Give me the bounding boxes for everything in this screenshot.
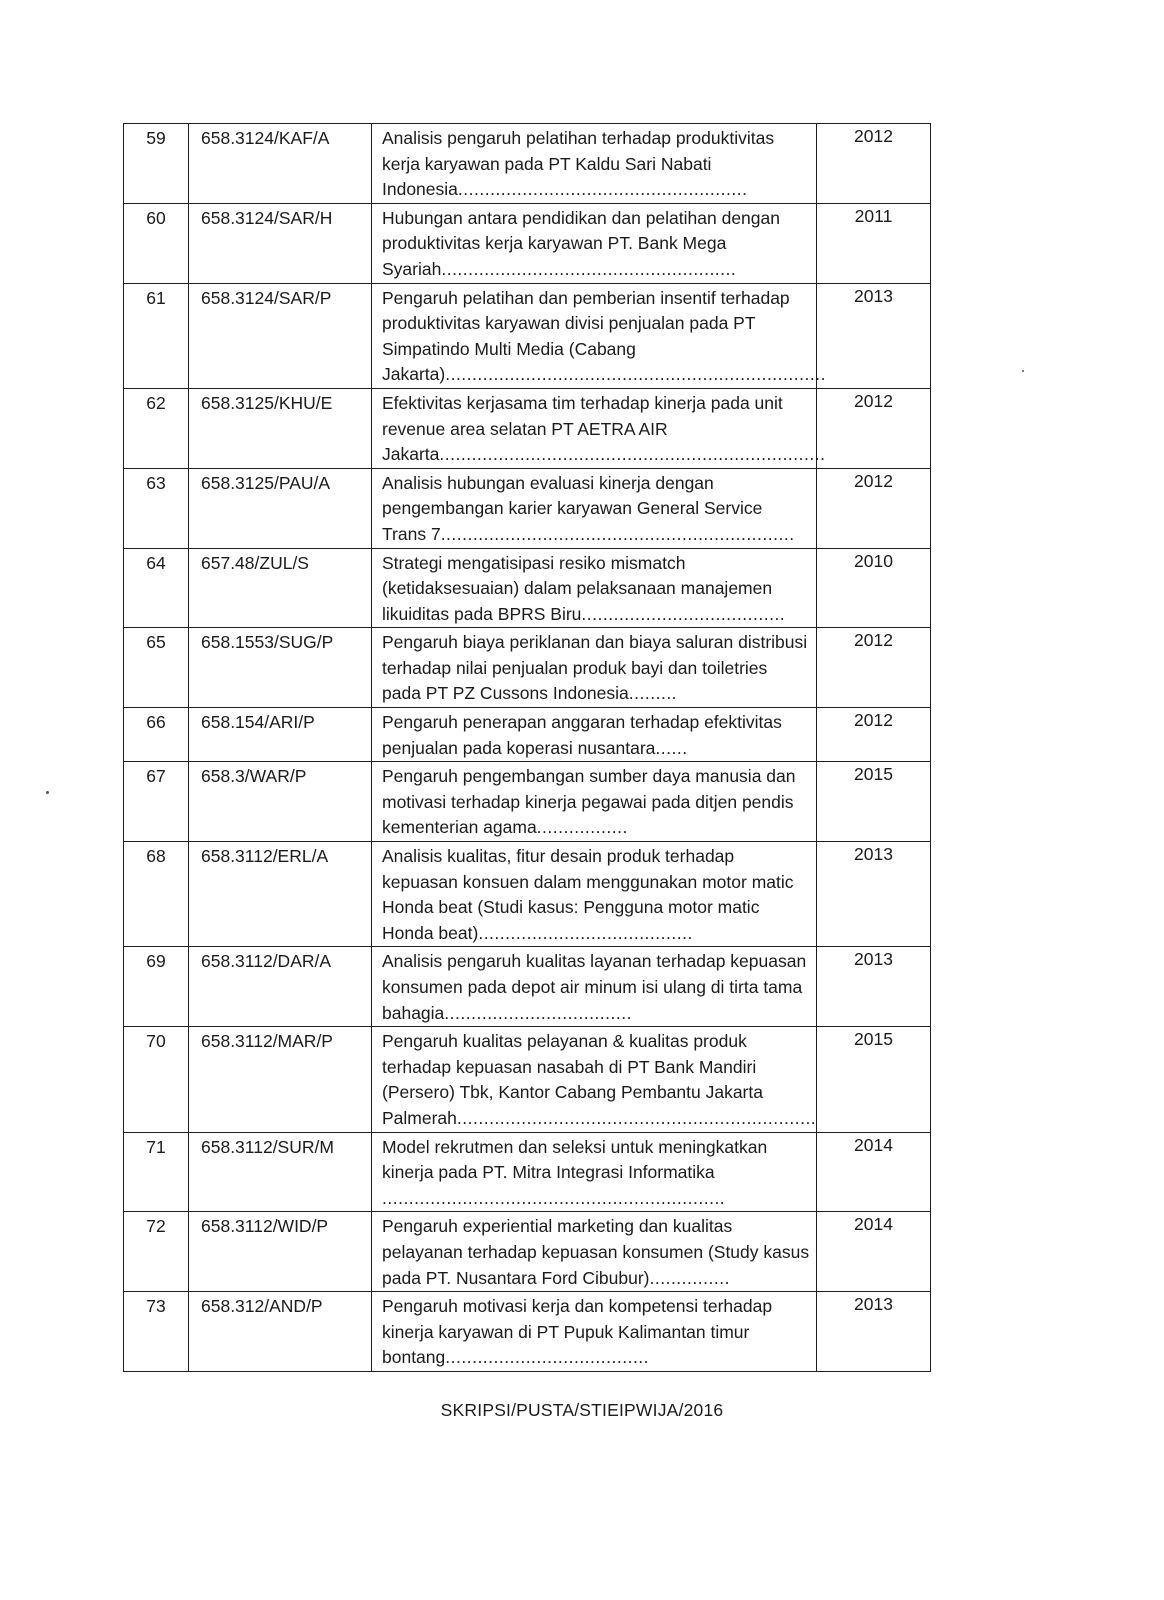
row-number: 64 bbox=[124, 548, 189, 628]
dot-leader: .................................................................. bbox=[440, 523, 795, 544]
call-number: 658.3112/DAR/A bbox=[189, 947, 372, 1027]
thesis-title: Analisis kualitas, fitur desain produk terhadap kepuasan konsuen dalam menggunakan motor matic Honda beat (Studi kasus: Pengguna motor matic Honda beat) bbox=[382, 846, 794, 943]
row-number: 63 bbox=[124, 468, 189, 548]
thesis-title-cell bbox=[372, 708, 817, 762]
thesis-title-cell bbox=[372, 842, 817, 947]
table-row bbox=[124, 283, 931, 388]
year: 2012 bbox=[817, 468, 931, 548]
dot-leader: ...................................... bbox=[445, 1347, 650, 1368]
thesis-title: Pengaruh kualitas pelayanan & kualitas produk terhadap kepuasan nasabah di PT Bank Mandiri (Persero) Tbk, Kantor Cabang Pembantu Jakarta Palmerah bbox=[382, 1031, 763, 1128]
year: 2010 bbox=[817, 548, 931, 628]
call-number: 658.3112/SUR/M bbox=[189, 1132, 372, 1212]
row-number: 60 bbox=[124, 203, 189, 283]
thesis-title: Hubungan antara pendidikan dan pelatihan dengan produktivitas kerja karyawan PT. Bank Mega Syariah bbox=[382, 207, 780, 279]
dot-leader: ....................................................... bbox=[441, 258, 737, 279]
row-number: 72 bbox=[124, 1212, 189, 1292]
scan-speck bbox=[1022, 370, 1024, 372]
year: 2013 bbox=[817, 947, 931, 1027]
thesis-title-cell bbox=[372, 762, 817, 842]
table-row bbox=[124, 388, 931, 468]
dot-leader: ........................................ bbox=[478, 922, 693, 943]
row-number: 59 bbox=[124, 124, 189, 204]
table-row bbox=[124, 124, 931, 204]
year: 2012 bbox=[817, 708, 931, 762]
dot-leader: ................................................................ bbox=[382, 1187, 726, 1208]
dot-leader: ................. bbox=[536, 817, 628, 838]
thesis-title: Analisis pengaruh kualitas layanan terhadap kepuasan konsumen pada depot air minum isi ulang di tirta tama bahagia bbox=[382, 951, 807, 1023]
thesis-title: Pengaruh motivasi kerja dan kompetensi terhadap kinerja karyawan di PT Pupuk Kalimantan timur bontang bbox=[382, 1296, 773, 1368]
dot-leader: ...................................... bbox=[581, 603, 786, 624]
table-row bbox=[124, 842, 931, 947]
call-number: 658.3112/WID/P bbox=[189, 1212, 372, 1292]
table-row bbox=[124, 1132, 931, 1212]
call-number: 658.3112/ERL/A bbox=[189, 842, 372, 947]
thesis-title-cell bbox=[372, 1027, 817, 1132]
dot-leader: ....................................................................... bbox=[445, 364, 826, 385]
table-row bbox=[124, 548, 931, 628]
scan-speck bbox=[46, 791, 49, 794]
table-row bbox=[124, 628, 931, 708]
thesis-title: Model rekrutmen dan seleksi untuk meningkatkan kinerja pada PT. Mitra Integrasi Informatika bbox=[382, 1136, 768, 1183]
row-number: 61 bbox=[124, 283, 189, 388]
row-number: 73 bbox=[124, 1292, 189, 1372]
thesis-title-cell bbox=[372, 283, 826, 388]
thesis-title-cell bbox=[372, 1132, 817, 1212]
year: 2012 bbox=[817, 124, 931, 204]
thesis-title: Pengaruh biaya periklanan dan biaya saluran distribusi terhadap nilai penjualan produk bayi dan toiletries pada PT PZ Cussons Indonesia bbox=[382, 632, 808, 704]
thesis-title: Pengaruh experiential marketing dan kualitas pelayanan terhadap kepuasan konsumen (Study kasus pada PT. Nusantara Ford Cibubur) bbox=[382, 1216, 810, 1288]
call-number: 658.3125/KHU/E bbox=[189, 388, 372, 468]
row-number: 69 bbox=[124, 947, 189, 1027]
year: 2013 bbox=[817, 1292, 931, 1372]
year: 2013 bbox=[817, 283, 931, 388]
call-number: 658.3112/MAR/P bbox=[189, 1027, 372, 1132]
thesis-title: Analisis pengaruh pelatihan terhadap produktivitas kerja karyawan pada PT Kaldu Sari Nabati Indonesia bbox=[382, 128, 775, 200]
row-number: 70 bbox=[124, 1027, 189, 1132]
page-footer: SKRIPSI/PUSTA/STIEIPWIJA/2016 bbox=[440, 1400, 724, 1420]
thesis-title: Pengaruh penerapan anggaran terhadap efektivitas penjualan pada koperasi nusantara bbox=[382, 712, 782, 758]
table-row bbox=[124, 947, 931, 1027]
table-row bbox=[124, 468, 931, 548]
table-row bbox=[124, 203, 931, 283]
row-number: 65 bbox=[124, 628, 189, 708]
thesis-title-cell bbox=[372, 124, 817, 204]
call-number: 658.3125/PAU/A bbox=[189, 468, 372, 548]
call-number: 658.3/WAR/P bbox=[189, 762, 372, 842]
row-number: 62 bbox=[124, 388, 189, 468]
table-row bbox=[124, 1027, 931, 1132]
thesis-title-cell bbox=[372, 203, 817, 283]
dot-leader: ................................... bbox=[444, 1002, 632, 1023]
thesis-catalog-table bbox=[123, 123, 931, 1372]
dot-leader: ...................................................... bbox=[457, 179, 748, 200]
dot-leader: ............... bbox=[649, 1267, 730, 1288]
table-row bbox=[124, 762, 931, 842]
year: 2015 bbox=[817, 1027, 931, 1132]
year: 2011 bbox=[817, 203, 931, 283]
thesis-title: Pengaruh pengembangan sumber daya manusia dan motivasi terhadap kinerja pegawai pada ditjen pendis kementerian agama bbox=[382, 766, 796, 838]
row-number: 67 bbox=[124, 762, 189, 842]
thesis-title-cell bbox=[372, 548, 817, 628]
thesis-title-cell bbox=[372, 947, 817, 1027]
catalog-table-body bbox=[124, 124, 931, 1372]
year: 2014 bbox=[817, 1132, 931, 1212]
thesis-title-cell bbox=[372, 1212, 817, 1292]
year: 2015 bbox=[817, 762, 931, 842]
row-number: 71 bbox=[124, 1132, 189, 1212]
dot-leader: ...... bbox=[655, 737, 688, 758]
row-number: 66 bbox=[124, 708, 189, 762]
year: 2014 bbox=[817, 1212, 931, 1292]
call-number: 658.312/AND/P bbox=[189, 1292, 372, 1372]
thesis-title: Analisis hubungan evaluasi kinerja dengan pengembangan karier karyawan General Service Trans 7 bbox=[382, 472, 763, 544]
table-row bbox=[124, 1212, 931, 1292]
thesis-title: Efektivitas kerjasama tim terhadap kinerja pada unit revenue area selatan PT AETRA AIR Jakarta bbox=[382, 392, 783, 465]
table-row bbox=[124, 708, 931, 762]
dot-leader: ......... bbox=[628, 683, 678, 704]
year: 2012 bbox=[817, 388, 931, 468]
call-number: 658.3124/SAR/H bbox=[189, 203, 372, 283]
call-number: 658.3124/KAF/A bbox=[189, 124, 372, 204]
dot-leader: ................................................................... bbox=[456, 1107, 817, 1128]
thesis-title-cell bbox=[372, 468, 817, 548]
row-number: 68 bbox=[124, 842, 189, 947]
year: 2013 bbox=[817, 842, 931, 947]
table-row bbox=[124, 1292, 931, 1372]
thesis-title-cell bbox=[372, 628, 817, 708]
thesis-title-cell bbox=[372, 1292, 817, 1372]
call-number: 657.48/ZUL/S bbox=[189, 548, 372, 628]
dot-leader: ........................................................................ bbox=[439, 444, 826, 465]
call-number: 658.3124/SAR/P bbox=[189, 283, 372, 388]
year: 2012 bbox=[817, 628, 931, 708]
thesis-title: Pengaruh pelatihan dan pemberian insentif terhadap produktivitas karyawan divisi penjualan pada PT Simpatindo Multi Media (Cabang Jakarta) bbox=[382, 287, 790, 385]
call-number: 658.1553/SUG/P bbox=[189, 628, 372, 708]
call-number: 658.154/ARI/P bbox=[189, 708, 372, 762]
thesis-title: Strategi mengatisipasi resiko mismatch (ketidaksesuaian) dalam pelaksanaan manajemen likuiditas pada BPRS Biru bbox=[382, 552, 773, 624]
thesis-title-cell bbox=[372, 388, 826, 468]
